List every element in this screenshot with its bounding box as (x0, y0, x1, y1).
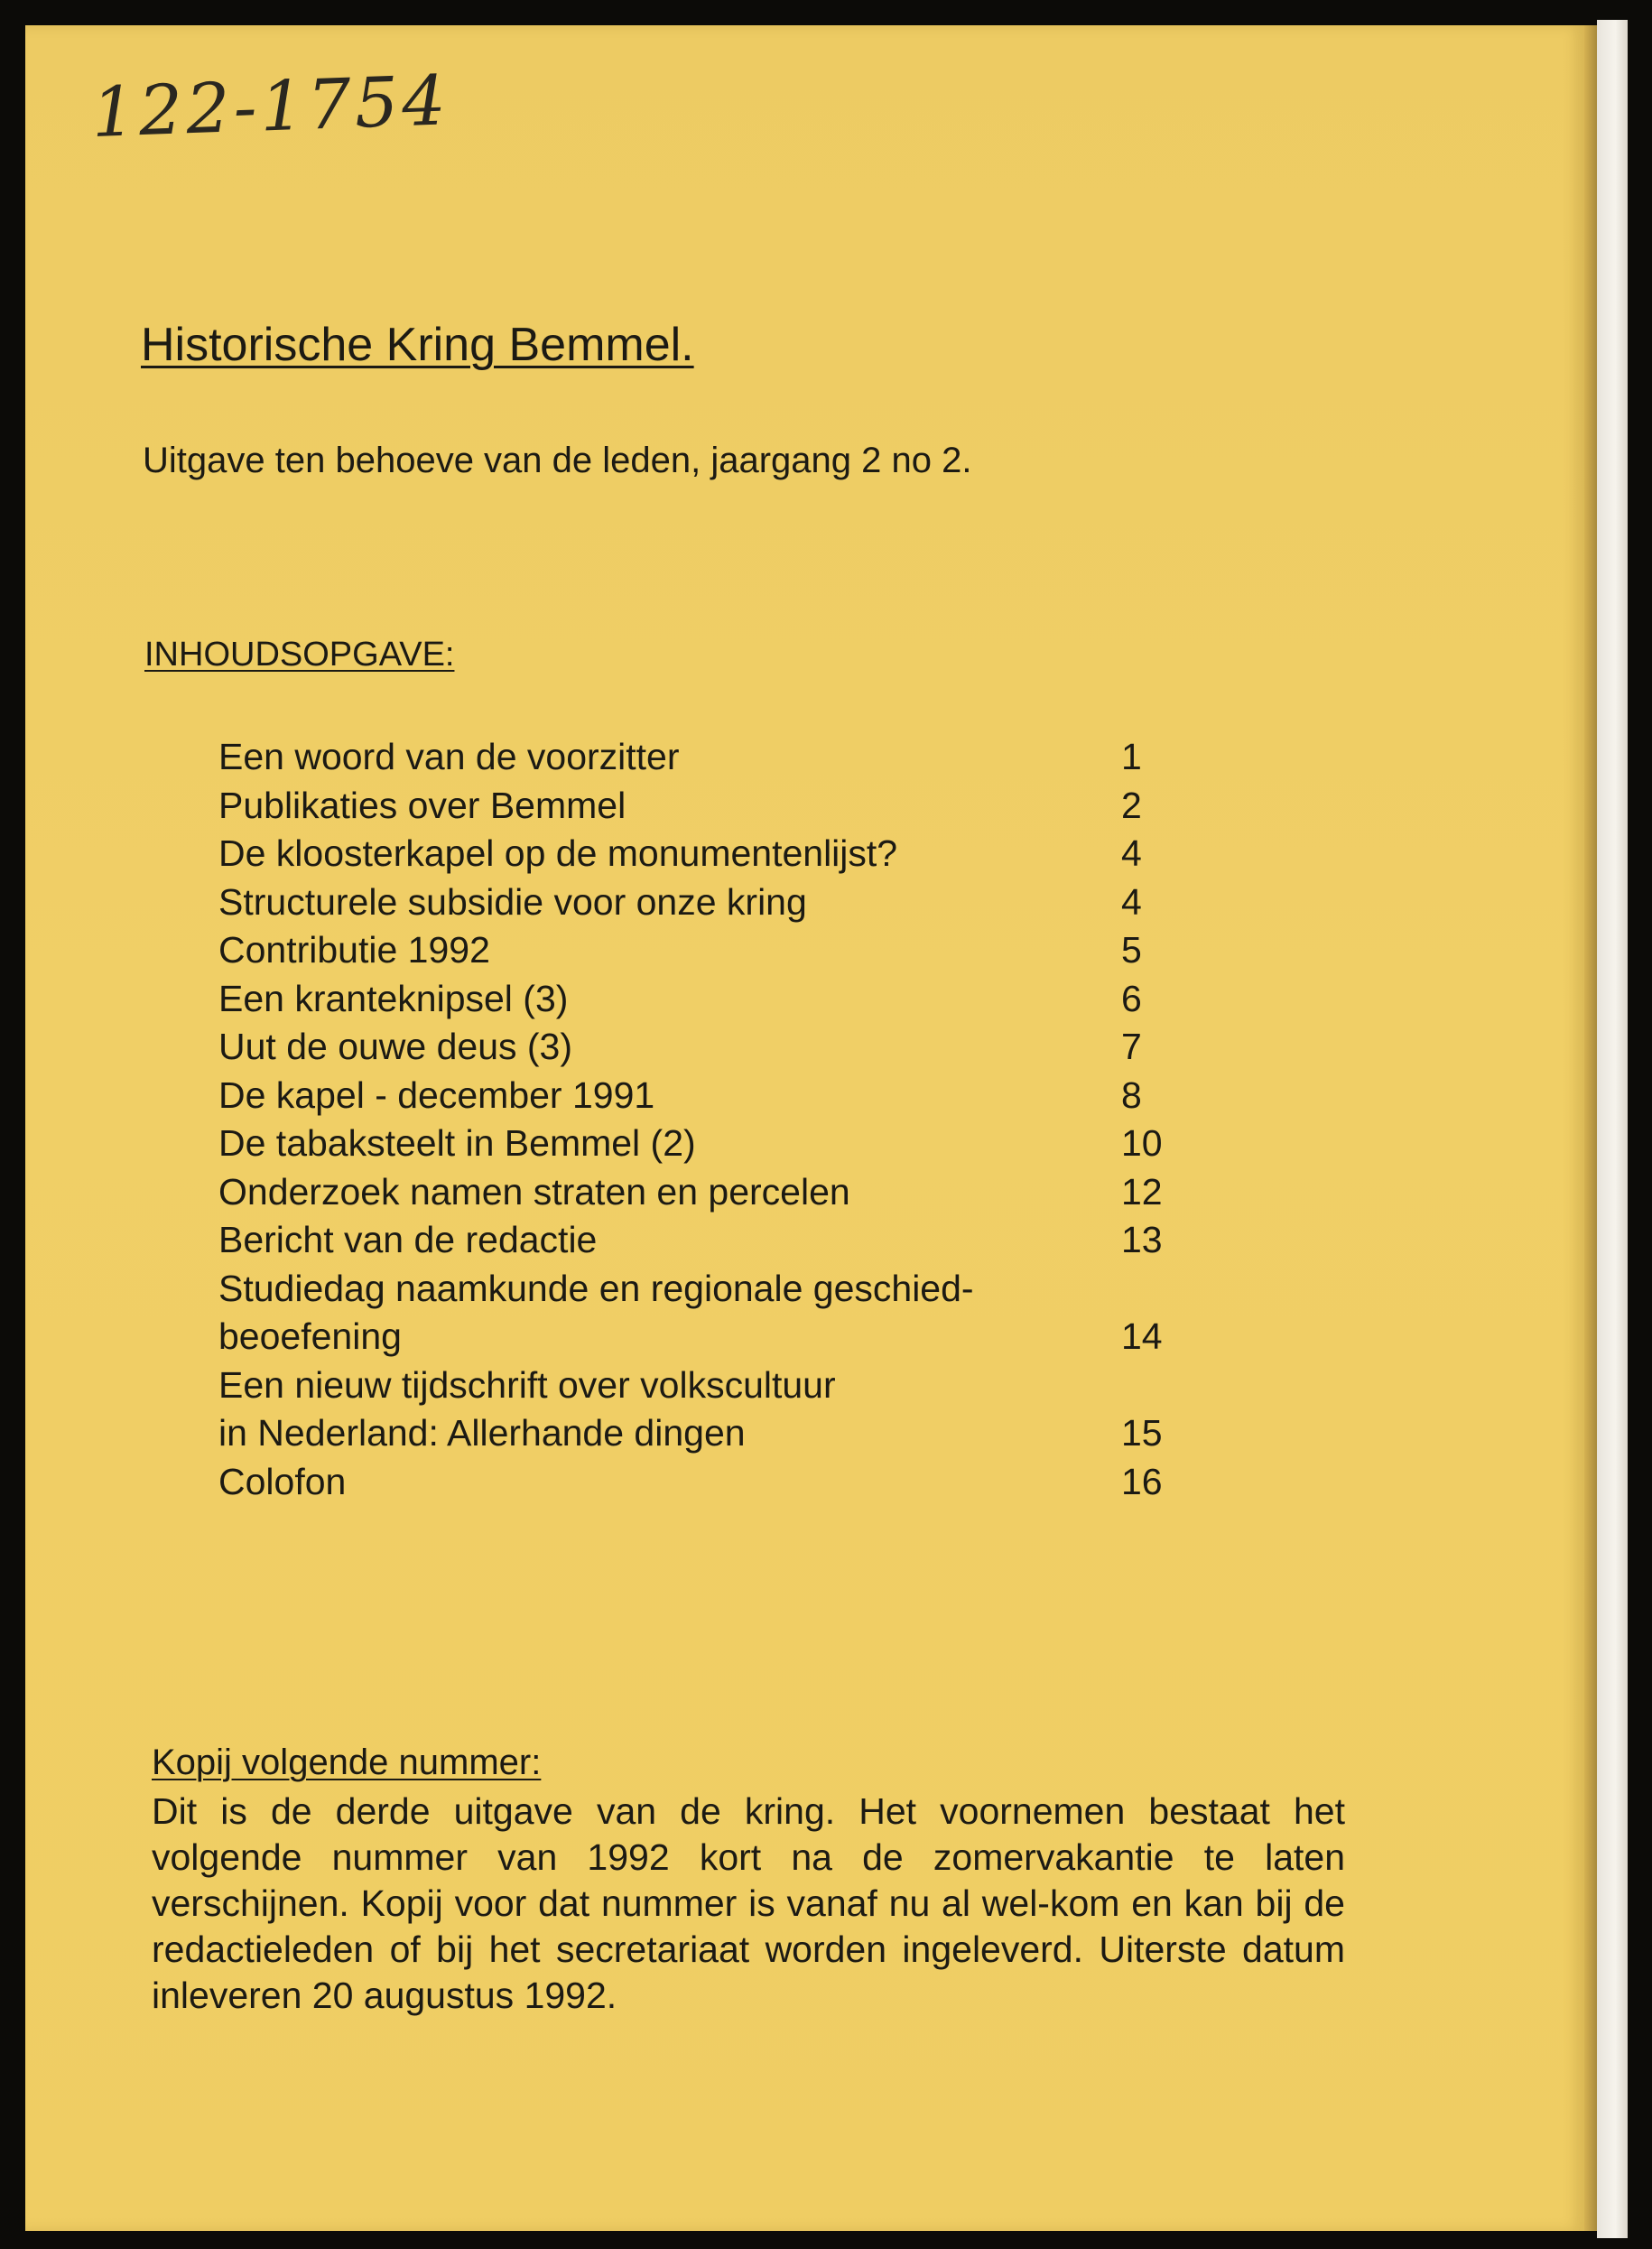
toc-heading: INHOUDSOPGAVE: (144, 636, 455, 674)
toc-item (218, 733, 1175, 782)
toc-item (218, 1361, 1175, 1458)
toc-item-title: De kapel - december 1991 (218, 1073, 655, 1116)
document-page (25, 25, 1584, 2231)
toc-item-title: Uut de ouwe deus (3) (218, 1026, 573, 1067)
toc-item-page: 2 (1121, 784, 1142, 826)
toc-item-title: Een kranteknipsel (3) (218, 977, 569, 1019)
table-of-contents (218, 733, 1175, 1506)
toc-item-title: Colofon (218, 1460, 347, 1502)
toc-item-page: 6 (1121, 977, 1142, 1019)
toc-item-title: Publikaties over Bemmel (218, 784, 626, 826)
toc-item-title: Bericht van de redactie (218, 1219, 598, 1260)
toc-item (218, 1265, 1175, 1361)
page-title: Historische Kring Bemmel. (141, 319, 694, 371)
next-issue-heading: Kopij volgende nummer: (152, 1743, 542, 1782)
toc-item-title: Een woord van de voorzitter (218, 736, 680, 777)
toc-item-title: Studiedag naamkunde en regionale geschied- beoefening (218, 1267, 974, 1357)
toc-item (218, 878, 1175, 927)
toc-item-page: 12 (1121, 1170, 1163, 1213)
page-fold-edge (1584, 25, 1597, 2231)
toc-item-page: 4 (1121, 880, 1142, 923)
page-subtitle: Uitgave ten behoeve van de leden, jaargang 2 no 2. (143, 441, 972, 480)
toc-item (218, 1072, 1175, 1120)
toc-item (218, 1216, 1175, 1265)
toc-item (218, 975, 1175, 1024)
toc-item (218, 1168, 1175, 1217)
toc-item-page: 4 (1121, 832, 1142, 874)
next-issue-body: Dit is de derde uitgave van de kring. Het voornemen bestaat het volgende nummer van 1992 kort na de zomervakantie te laten verschijnen. Kopij voor dat nummer is vanaf nu al wel-kom en kan bij de redactieleden of bij het secretariaat worden ingeleverd. Uiterste datum inleveren 20 augustus 1992. (152, 1790, 1345, 2016)
toc-item-page: 15 (1121, 1412, 1163, 1454)
toc-item-page: 8 (1121, 1073, 1142, 1116)
toc-item (218, 1458, 1175, 1507)
toc-item (218, 782, 1175, 831)
toc-item-page: 14 (1121, 1315, 1163, 1357)
toc-item-title: Een nieuw tijdschrift over volkscultuur in Nederland: Allerhande dingen (218, 1363, 836, 1454)
toc-item-title: De tabaksteelt in Bemmel (2) (218, 1122, 696, 1164)
adjacent-sheet-edge (1597, 20, 1628, 2238)
toc-item-page: 1 (1121, 736, 1142, 777)
handwritten-archive-number: 122-1754 (90, 60, 451, 153)
toc-item-page: 7 (1121, 1026, 1142, 1067)
toc-item-title: Contributie 1992 (218, 929, 490, 971)
toc-item-page: 13 (1121, 1219, 1163, 1260)
toc-item-page: 10 (1121, 1122, 1163, 1164)
toc-item (218, 830, 1175, 878)
toc-item (218, 926, 1175, 975)
toc-item (218, 1023, 1175, 1072)
toc-item-page: 5 (1121, 929, 1142, 971)
toc-item-title: De kloosterkapel op de monumentenlijst? (218, 832, 898, 874)
toc-item-title: Onderzoek namen straten en percelen (218, 1170, 850, 1213)
toc-item (218, 1120, 1175, 1168)
toc-item-title: Structurele subsidie voor onze kring (218, 880, 807, 923)
toc-item-page: 16 (1121, 1460, 1163, 1502)
